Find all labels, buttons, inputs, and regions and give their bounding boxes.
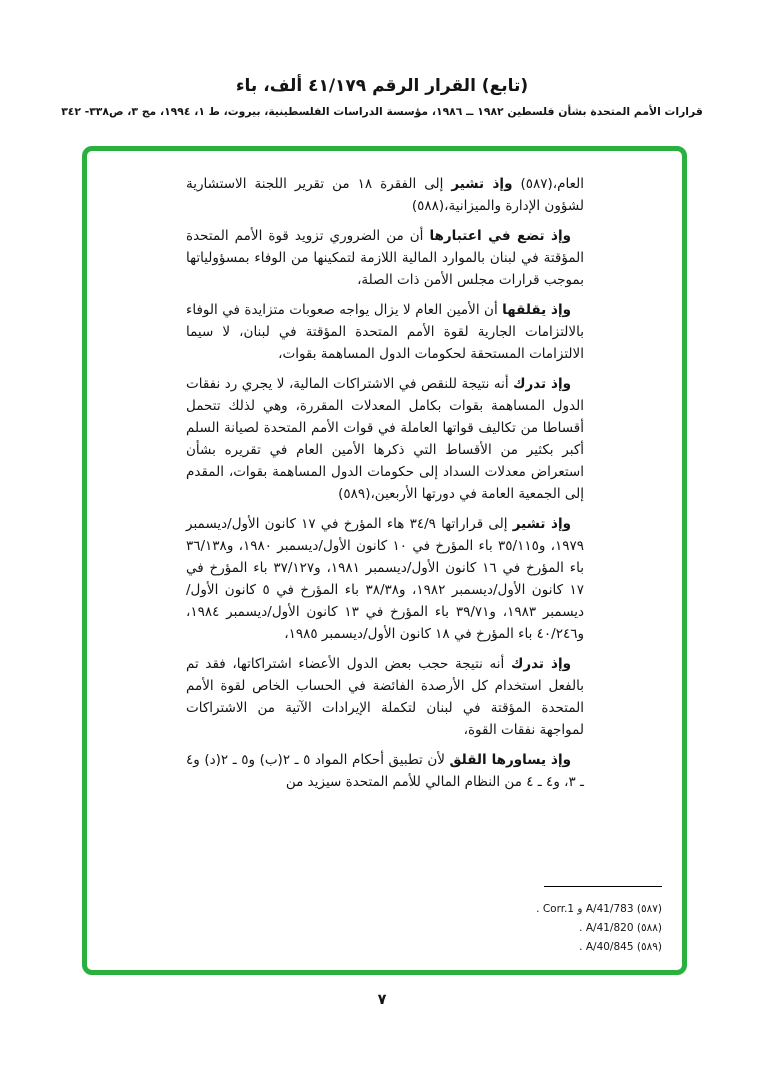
paragraph-text: إلى قراراتها ٣٤/٩ هاء المؤرخ في ١٧ كانون الأول/ديسمبر ١٩٧٩، و٣٥/١١٥ باء المؤرخ في ١٠ كانون الأول/ديسمبر ١٩٨٠، و٣٦/١٣٨ باء المؤرخ في ١٦ كانون الأول/ديسمبر ١٩٨١، و٣٧/١٢٧ باء المؤرخ في ١٧ كانون الأول/ديسمبر ١٩٨٢، و٣٨/٣٨ باء المؤرخ في ٥ كانون الأول/ديسمبر ١٩٨٣، و٣٩/٧١ باء المؤرخ في ١٣ كانون الأول/ديسمبر ١٩٨٤، و٤٠/٢٤٦ باء المؤرخ في ١٨ كانون الأول/ديسمبر ١٩٨٥،	[186, 516, 585, 642]
green-content-frame	[82, 146, 687, 975]
paragraph-text: أنه نتيجة للنقص في الاشتراكات المالية، لا يجري رد نفقات الدول المساهمة بقوات بكامل المعدلات المقررة، وهي لذلك تتحمل أقساطا من تكاليف قواتها العاملة في قوات الأمم المتحدة لصيانة السلم أكبر بكثير من الأقساط التي ذكرها الأمين العام في تقريره بشأن استعراض معدلات السداد إلى حكومات الدول المساهمة بقوات، المقدم إلى الجمعية العامة في دورتها الأربعين،(٥٨٩)	[186, 376, 584, 502]
paragraph-lead: وإذ يقلقها	[502, 302, 571, 318]
paragraph-pre: العام،(٥٨٧)	[512, 176, 584, 192]
paragraph	[186, 749, 584, 793]
paragraph-lead: وإذ تدرك	[510, 656, 571, 672]
footnote-number: (٥٨٨)	[636, 922, 662, 934]
footnote-divider-wrap	[412, 881, 662, 900]
footnote-text: A/41/820 .	[579, 922, 634, 934]
footnote-number: (٥٨٧)	[636, 903, 662, 915]
footnote	[412, 938, 662, 957]
paragraph-lead: وإذ تدرك	[513, 376, 571, 392]
document-subtitle: قرارات الأمم المتحدة بشأن فلسطين ١٩٨٢ ــ ١٩٨٦، مؤسسة الدراسات الفلسطينية، بيروت، ط ١، ١٩٩٤، مج ٣، ص٣٣٨- ٣٤٢	[61, 105, 703, 118]
paragraph-lead: وإذ يساورها القلق	[449, 752, 571, 768]
paragraph-text: أن الأمين العام لا يزال يواجه صعوبات متزايدة في الوفاء بالالتزامات الجارية لقوة الأمم المتحدة المؤقتة في لبنان، لا سيما الالتزامات المستحقة لحكومات الدول المساهمة بقوات،	[186, 302, 584, 362]
page-number: ٧	[377, 992, 387, 1008]
paragraph	[186, 513, 584, 645]
paragraph-lead: وإذ تشير	[451, 176, 513, 192]
footnote-divider	[544, 886, 662, 887]
paragraph-text: أنه نتيجة حجب بعض الدول الأعضاء اشتراكاتها، فقد تم بالفعل استخدام كل الأرصدة الفائضة في الحساب الخاص لقوة الأمم المتحدة المؤقتة في لبنان لتكملة الإيرادات الآتية من الاشتراكات لمواجهة نفقات القوة،	[186, 656, 584, 738]
paragraph	[186, 173, 584, 217]
footnote-text: A/40/845 .	[579, 941, 634, 953]
paragraph	[186, 299, 584, 365]
paragraph-text: إلى الفقرة ١٨ من تقرير اللجنة الاستشارية لشؤون الإدارة والميزانية،(٥٨٨)	[186, 176, 584, 214]
paragraph	[186, 373, 584, 505]
footnotes-block	[412, 881, 662, 957]
footnote	[412, 900, 662, 919]
footnote	[412, 919, 662, 938]
paragraph	[186, 653, 584, 741]
paragraph-text: لأن تطبيق أحكام المواد ٥ ـ ٢(ب) و٥ ـ ٢(د) و٤ ـ ٣، و٤ ـ ٤ من النظام المالي للأمم المتحدة سيزيد من	[186, 752, 584, 790]
body-text-column	[186, 173, 584, 801]
footnote-number: (٥٨٩)	[636, 941, 662, 953]
paragraph-text: أن من الضروري تزويد قوة الأمم المتحدة المؤقتة في لبنان بالموارد المالية اللازمة لتمكينها من الوفاء بمسؤولياتها بموجب قرارات مجلس الأمن ذات الصلة،	[186, 228, 584, 288]
paragraph-lead: وإذ تشير	[512, 516, 571, 532]
document-header	[0, 76, 764, 118]
document-title: (تابع) القرار الرقم ٤١/١٧٩ ألف، باء	[235, 76, 529, 96]
paragraph-lead: وإذ تضع في اعتبارها	[429, 228, 572, 244]
footnote-text: A/41/783 و Corr.1 .	[536, 903, 634, 915]
paragraph	[186, 225, 584, 291]
